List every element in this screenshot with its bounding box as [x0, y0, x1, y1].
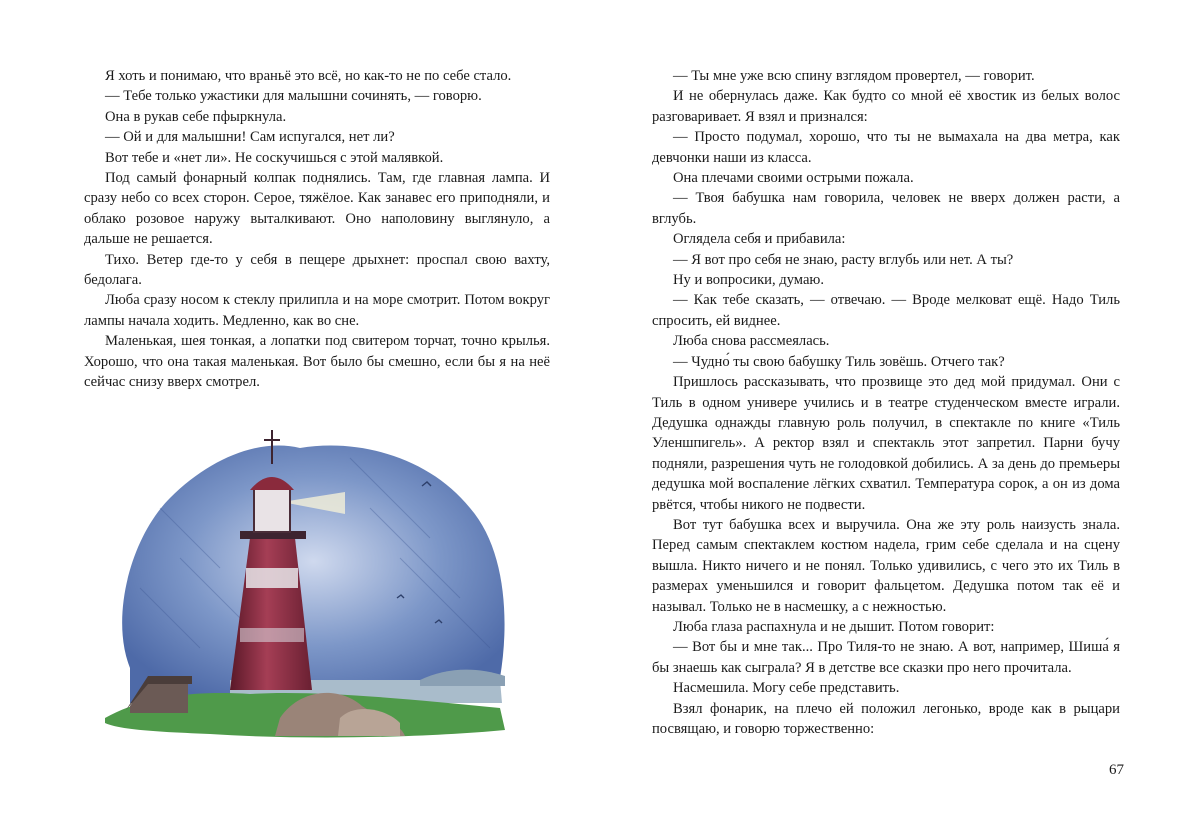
- paragraph: Пришлось рассказывать, что прозвище это дед мой придумал. Они с Тиль в одном универе учились и в театре студенческом вместе играли. Дедушка однажды главную роль получил, в спектакле по книге «Тиль Уленшпигель». А ректор взял и спектакль этот запретил. Парни бучу подняли, разрешения чуть не голодовкой добились. А за день до премьеры дедушка мой воспаление лёгких схватил. Температура сорок, а он из дома рвётся, чтобы никого не подвести.: [652, 374, 1120, 513]
- paragraph: Люба снова рассмеялась.: [673, 333, 830, 350]
- paragraph: Маленькая, шея тонкая, а лопатки под свитером торчат, точно крылья. Хорошо, что она такая маленькая. Вот было бы смешно, если бы я на неё сейчас снизу вверх смотрел.: [84, 333, 550, 391]
- paragraph: — Как тебе сказать, — отвечаю. — Вроде мелковат ещё. Надо Тиль спросить, ей виднее.: [652, 292, 1120, 329]
- paragraph: Оглядела себя и прибавила:: [673, 231, 846, 248]
- left-text-column: [84, 66, 550, 393]
- paragraph: Насмешила. Могу себе представить.: [673, 680, 900, 697]
- paragraph: Вот тебе и «нет ли». Не соскучишься с этой малявкой.: [105, 149, 444, 166]
- paragraph: — Я вот про себя не знаю, расту вглубь или нет. А ты?: [673, 251, 1014, 268]
- paragraph: И не обернулась даже. Как будто со мной её хвостик из белых волос разговаривает. Я взял и признался:: [652, 88, 1120, 125]
- paragraph: — Ты мне уже всю спину взглядом провертел, — говорит.: [673, 68, 1035, 84]
- paragraph: Взял фонарик, на плечо ей положил легонько, вроде как в рыцари посвящаю, и говорю торжественно:: [652, 700, 1120, 737]
- paragraph: Люба глаза распахнула и не дышит. Потом говорит:: [673, 618, 995, 635]
- paragraph: Люба сразу носом к стеклу прилипла и на море смотрит. Потом вокруг лампы начала ходить. Медленно, как во сне.: [84, 292, 550, 329]
- paragraph: Тихо. Ветер где-то у себя в пещере дрыхнет: проспал свою вахту, бедолага.: [84, 251, 550, 289]
- tower-band: [240, 628, 304, 642]
- right-text-column: [652, 66, 1120, 739]
- paragraph: Я хоть и понимаю, что враньё это всё, но как-то не по себе стало.: [105, 68, 512, 84]
- lantern-room: [254, 488, 290, 532]
- paragraph: — Вот бы и мне так... Про Тиля-то не знаю. А вот, например, Шиша́ я бы знаешь как сыграла? Я в детстве все сказки про него прочитала.: [652, 639, 1120, 676]
- paragraph: Она плечами своими острыми пожала.: [673, 170, 914, 187]
- right-page: [600, 0, 1200, 822]
- paragraph: Под самый фонарный колпак поднялись. Там, где главная лампа. И сразу небо со всех сторон. Серое, тяжёлое. Как занавес его приподняли, и облако розовое наружу выталкивают. Оно наполовину выглянуло, а дальше не решается.: [84, 170, 550, 248]
- paragraph: Вот тут бабушка всех и выручила. Она же эту роль наизусть знала. Перед самым спектаклем костюм надела, грим себе сделала и на сцену вышла. Никто ничего и не понял. Только удивились, с чего это их Тиль в размерах уменьшился и говорит фальцетом. Дедушка потом так её и называл. Только не в насмешку, а с нежностью.: [652, 516, 1120, 615]
- paragraph: — Ой и для малышни! Сам испугался, нет ли?: [105, 129, 395, 146]
- paragraph: Она в рукав себе пфыркнула.: [105, 108, 287, 125]
- paragraph: Ну и вопросики, думаю.: [673, 272, 824, 289]
- page-number: 67: [1109, 762, 1124, 778]
- paragraph: — Чудно́ ты свою бабушку Тиль зовёшь. Отчего так?: [673, 353, 1005, 370]
- tower-band: [246, 568, 298, 588]
- paragraph: — Тебе только ужастики для малышни сочинять, — говорю.: [105, 88, 482, 105]
- paragraph: — Твоя бабушка нам говорила, человек не вверх должен расти, а вглубь.: [652, 190, 1120, 227]
- sky-shape: [122, 445, 504, 703]
- lighthouse-picture: [100, 418, 520, 748]
- lighthouse-illustration: [100, 418, 520, 748]
- paragraph: — Просто подумал, хорошо, что ты не вымахала на два метра, как девчонки наши из класса.: [652, 129, 1120, 166]
